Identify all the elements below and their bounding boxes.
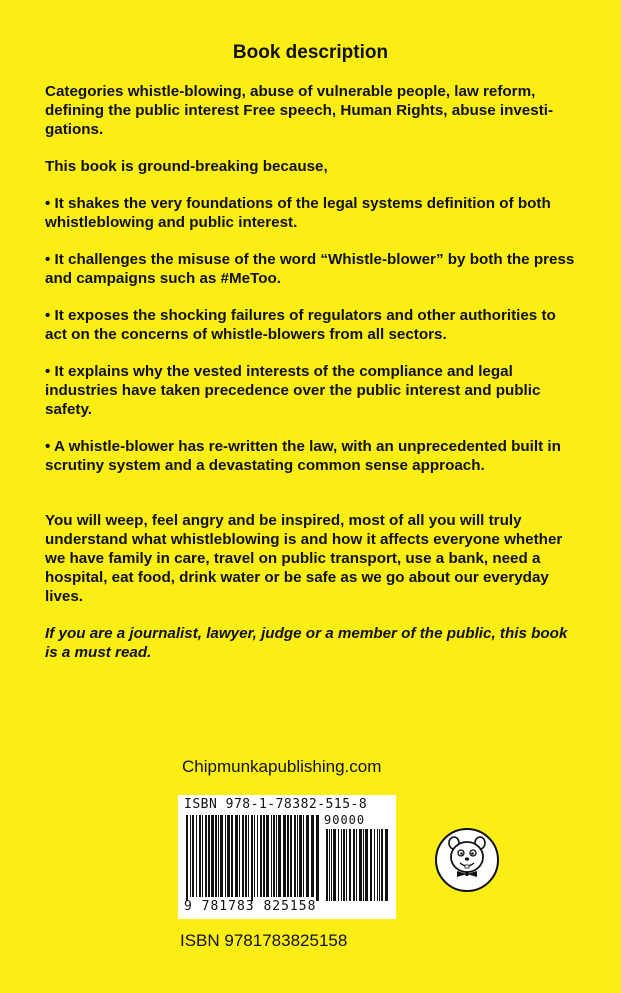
isbn-number: ISBN 9781783825158 xyxy=(180,931,348,950)
chipmunk-logo-icon xyxy=(434,827,500,893)
closing-paragraph: You will weep, feel angry and be inspired, most of all you will truly understand what whistleblowing is and how it affects everyone whether we have family in care, travel on public transport, use a bank, need a hospital, eat food, drink water or be safe as we go about our everyday lives. xyxy=(45,512,563,605)
barcode xyxy=(178,795,396,919)
bullet-item: • It exposes the shocking failures of regulators and other authorities to act on the concerns of whistle-blowers from all sectors. xyxy=(45,307,556,343)
bullet-item: • It explains why the vested interests of the compliance and legal industries have taken precedence over the public interest and public safety. xyxy=(45,363,541,418)
barcode-addon-number: 90000 xyxy=(324,813,366,827)
bullet-item: • A whistle-blower has re-written the law, with an unprecedented built in scrutiny system and a devastating common sense approach. xyxy=(45,438,561,474)
must-read-paragraph: If you are a journalist, lawyer, judge or a member of the public, this book is a must read. xyxy=(45,625,568,661)
book-description xyxy=(45,82,580,680)
barcode-isbn-label: ISBN 978-1-78382-515-8 xyxy=(184,797,368,812)
categories-paragraph: Categories whistle-blowing, abuse of vulnerable people, law reform, defining the public interest Free speech, Human Rights, abuse investi-gations. xyxy=(45,83,554,138)
publisher-website: Chipmunkapublishing.com xyxy=(182,757,382,776)
bullet-item: • It shakes the very foundations of the legal systems definition of both whistleblowing and public interest. xyxy=(45,195,551,231)
page-title: Book description xyxy=(232,42,389,63)
intro-paragraph: This book is ground-breaking because, xyxy=(45,158,328,175)
bullet-item: • It challenges the misuse of the word “Whistle-blower” by both the press and campaigns such as #MeToo. xyxy=(45,251,575,287)
barcode-digits: 9 781783 825158 xyxy=(184,899,317,914)
